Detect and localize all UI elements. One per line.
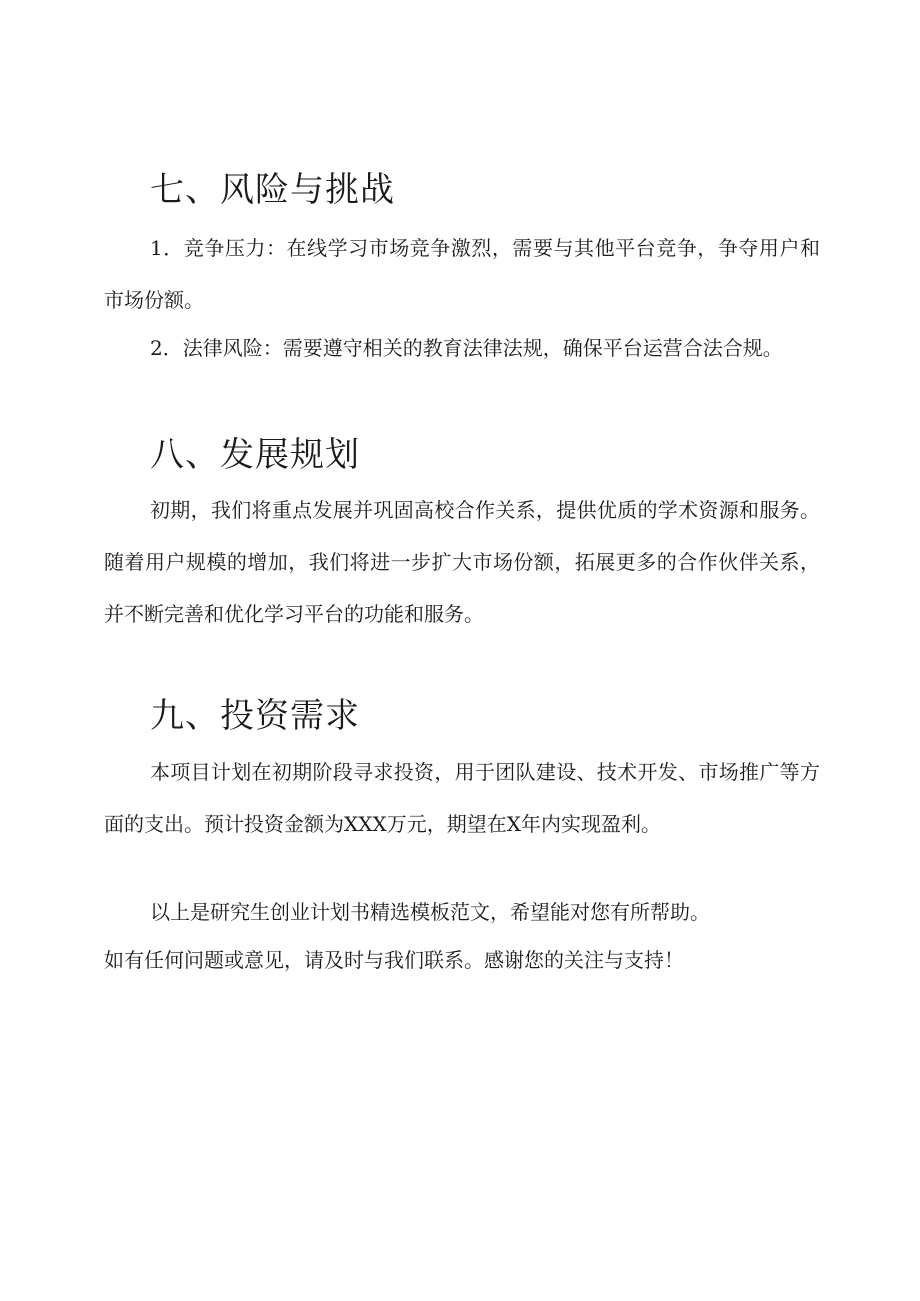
closing-line-1: 以上是研究生创业计划书精选模板范文，希望能对您有所帮助。 xyxy=(150,900,710,924)
risk-item-competition: 1．竞争压力：在线学习市场竞争激烈，需要与其他平台竞争，争夺用户和市场份额。 xyxy=(104,236,820,312)
section-heading-investment: 九、投资需求 xyxy=(150,696,360,736)
risk-item-legal: 2．法律风险：需要遵守相关的教育法律法规，确保平台运营合法合规。 xyxy=(150,336,783,360)
development-plan-paragraph: 初期，我们将重点发展并巩固高校合作关系，提供优质的学术资源和服务。随着用户规模的增加，我们将进一步扩大市场份额，拓展更多的合作伙伴关系，并不断完善和优化学习平台的功能和服务。 xyxy=(104,498,820,626)
investment-paragraph: 本项目计划在初期阶段寻求投资，用于团队建设、技术开发、市场推广等方面的支出。预计投资金额为XXX万元，期望在X年内实现盈利。 xyxy=(104,760,820,836)
section-heading-risks: 七、风险与挑战 xyxy=(150,170,395,210)
section-heading-development-plan: 八、发展规划 xyxy=(150,435,360,475)
closing-line-2: 如有任何问题或意见，请及时与我们联系。感谢您的关注与支持！ xyxy=(104,948,684,972)
